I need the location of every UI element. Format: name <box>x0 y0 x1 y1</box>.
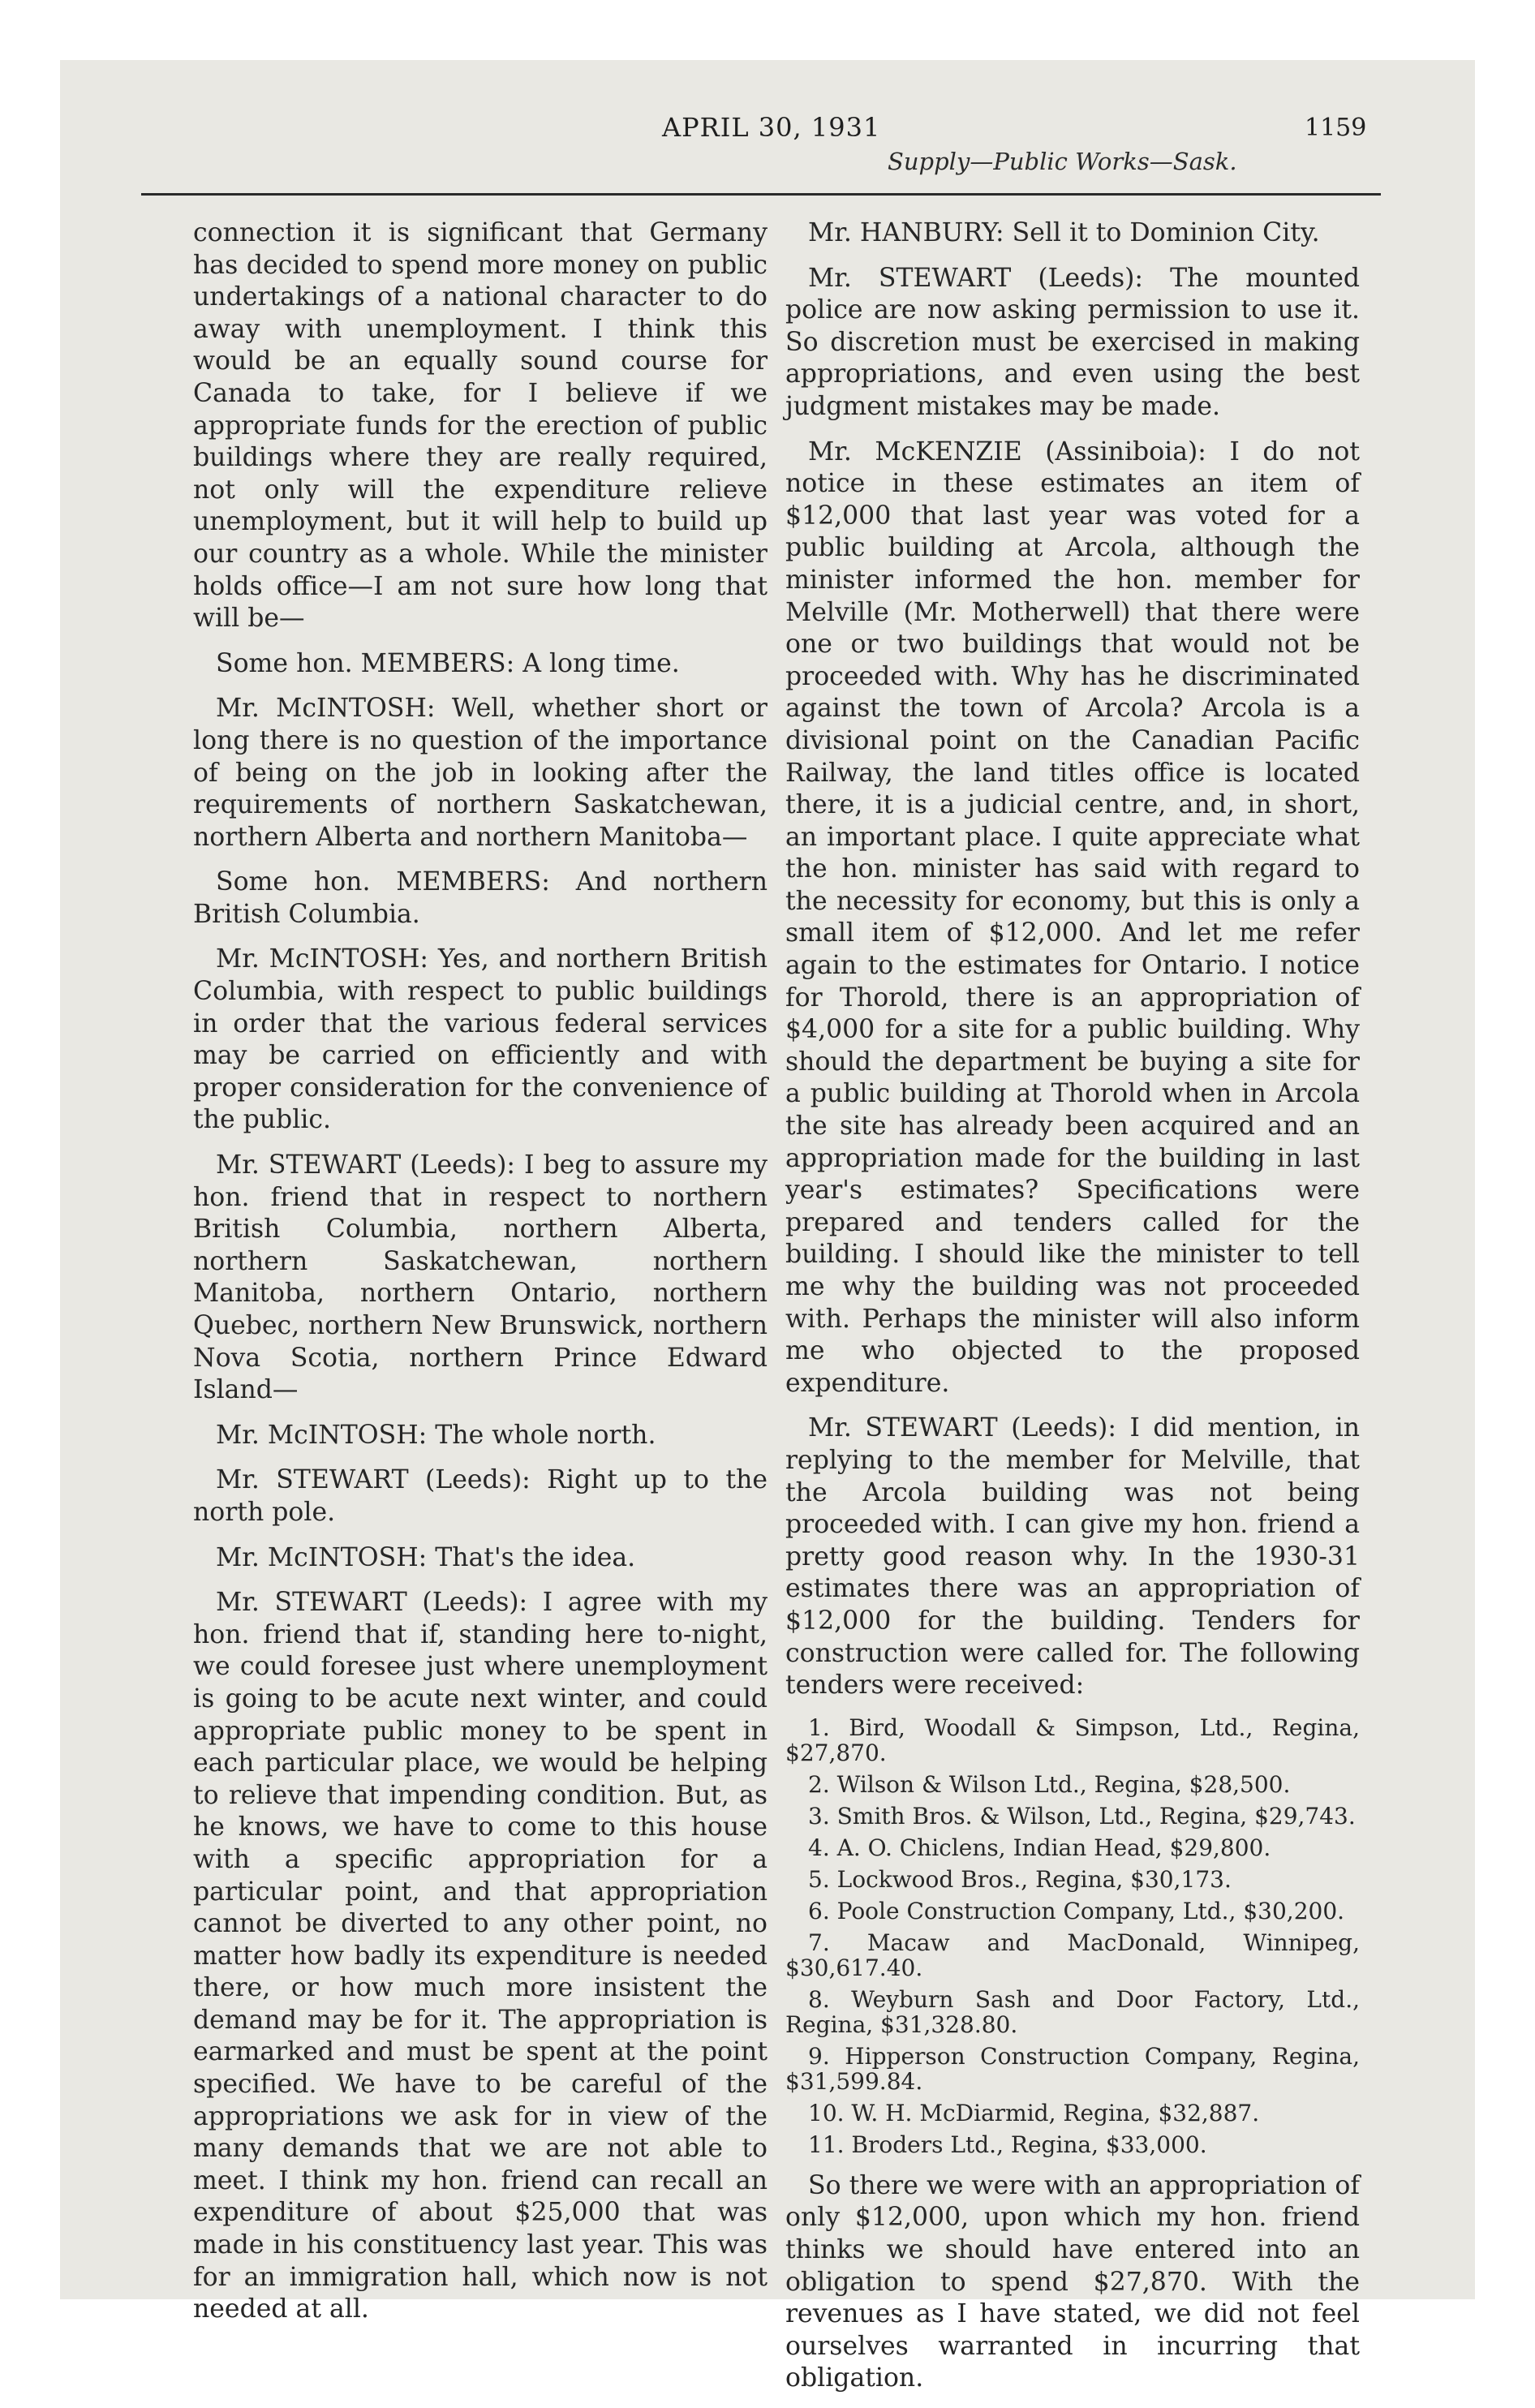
paragraph: Mr. McINTOSH: That's the idea. <box>216 1542 636 1572</box>
page-header <box>60 60 1475 214</box>
paragraph: Mr. STEWART (Leeds): I beg to assure my hon. friend that in respect to northern British Columbia, northern Alberta, northern Saskatchewan, northern Manitoba, northern Ontario, northern Quebec, northern New Brunswick, northern Nova Scotia, northern Prince Edward Island— <box>193 1150 768 1405</box>
paragraph: Some hon. MEMBERS: And northern British Columbia. <box>193 867 768 929</box>
paragraph: Mr. STEWART (Leeds): Right up to the north pole. <box>193 1465 768 1527</box>
paragraph: Mr. HANBURY: Sell it to Dominion City. <box>808 218 1320 247</box>
tender-item: 9. Hipperson Construction Company, Regina, $31,599.84. <box>785 2042 1360 2095</box>
tender-item: 2. Wilson & Wilson Ltd., Regina, $28,500. <box>808 1770 1291 1798</box>
tender-list <box>785 1715 1360 2157</box>
paragraph: Mr. McKENZIE (Assiniboia): I do not notice in these estimates an item of $12,000 that last year was voted for a public building at Arcola, although the minister informed the hon. member for Melville (Mr. Motherwell) that there were one or two buildings that would not be proceeded with. Why has he discriminated against the town of Arcola? Arcola is a divisional point on the Canadian Pacific Railway, the land titles office is located there, it is a judicial centre, and, in short, an important place. I quite appreciate what the hon. minister has said with regard to the necessity for economy, but this is only a small item of $12,000. And let me refer again to the estimates for Ontario. I notice for Thorold, there is an appropriation of $4,000 for a site for a public building. Why should the department be buying a site for a public building at Thorold when in Arcola the site has already been acquired and an appropriation made for the building in last year's estimates? Specifications were prepared and tenders called for the building. I should like the minister to tell me why the building was not proceeded with. Perhaps the minister will also inform me who objected to the proposed expenditure. <box>785 436 1360 1398</box>
paragraph: Some hon. MEMBERS: A long time. <box>216 648 680 678</box>
tender-item: 3. Smith Bros. & Wilson, Ltd., Regina, $29,743. <box>808 1802 1356 1830</box>
page-scan <box>60 60 1475 2393</box>
tender-item: 1. Bird, Woodall & Simpson, Ltd., Regina, $27,870. <box>785 1714 1360 1766</box>
tender-item: 7. Macaw and MacDonald, Winnipeg, $30,617.40. <box>785 1929 1360 1981</box>
tender-item: 8. Weyburn Sash and Door Factory, Ltd., Regina, $31,328.80. <box>785 1985 1360 2038</box>
paragraph: Mr. McINTOSH: The whole north. <box>216 1420 656 1450</box>
paragraph: Mr. McINTOSH: Yes, and northern British Columbia, with respect to public buildings in order that the various federal services may be carried on efficiently and with proper consideration for the convenience of the public. <box>193 944 768 1135</box>
tender-item: 10. W. H. McDiarmid, Regina, $32,887. <box>808 2099 1260 2126</box>
tender-item: 4. A. O. Chiclens, Indian Head, $29,800. <box>808 1834 1271 1861</box>
paragraph: Mr. STEWART (Leeds): I did mention, in replying to the member for Melville, that the Arcola building was not being proceeded with. I can give my hon. friend a pretty good reason why. In the 1930-31 estimates there was an appropriation of $12,000 for the building. Tenders for construction were called for. The following tenders were received: <box>785 1413 1360 1701</box>
paragraph: So there we were with an appropriation of only $12,000, upon which my hon. friend thinks we should have entered into an obligation to spend $27,870. With the revenues as I have stated, we did not feel ourselves warranted in incurring that obligation. <box>785 2170 1360 2393</box>
paragraph: connection it is significant that Germany has decided to spend more money on public undertakings of a national character to do away with unemployment. I think this would be an equally sound course for Canada to take, for I believe if we appropriate funds for the erection of public buildings where they are really required, not only will the expenditure relieve unemployment, but it will help to build up our country as a whole. While the minister holds office—I am not sure how long that will be— <box>193 218 768 634</box>
paragraph: Mr. STEWART (Leeds): The mounted police are now asking permission to use it. So discretion must be exercised in making appropriations, and even using the best judgment mistakes may be made. <box>785 263 1360 421</box>
tender-item: 5. Lockwood Bros., Regina, $30,173. <box>808 1865 1232 1893</box>
header-rule <box>141 193 1381 196</box>
paragraph: Mr. McINTOSH: Well, whether short or long there is no question of the importance of being on the job in looking after the requirements of northern Saskatchewan, northern Alberta and northern Manitoba— <box>193 694 768 852</box>
tender-item: 11. Broders Ltd., Regina, $33,000. <box>808 2131 1207 2158</box>
tender-item: 6. Poole Construction Company, Ltd., $30,200. <box>808 1897 1345 1924</box>
paragraph: Mr. STEWART (Leeds): I agree with my hon. friend that if, standing here to-night, we could foresee just where unemployment is going to be acute next winter, and could appropriate public money to be spent in each particular place, we would be helping to relieve that impending condition. But, as he knows, we have to come to this house with a specific appropriation for a particular point, and that appropriation cannot be diverted to any other point, no matter how badly its expenditure is needed there, or how much more insistent the demand may be for it. The appropriation is earmarked and must be spent at the point specified. We have to be careful of the appropriations we ask for in view of the many demands that we are not able to meet. I think my hon. friend can recall an expenditure of about $25,000 that was made in his constituency last year. This was for an immigration hall, which now is not needed at all. <box>193 1588 768 2324</box>
running-head: Supply—Public Works—Sask. <box>888 148 1237 175</box>
right-column <box>785 217 1360 2408</box>
page-date: APRIL 30, 1931 <box>662 112 881 143</box>
left-column <box>193 217 768 2339</box>
page-number: 1159 <box>1305 114 1367 142</box>
